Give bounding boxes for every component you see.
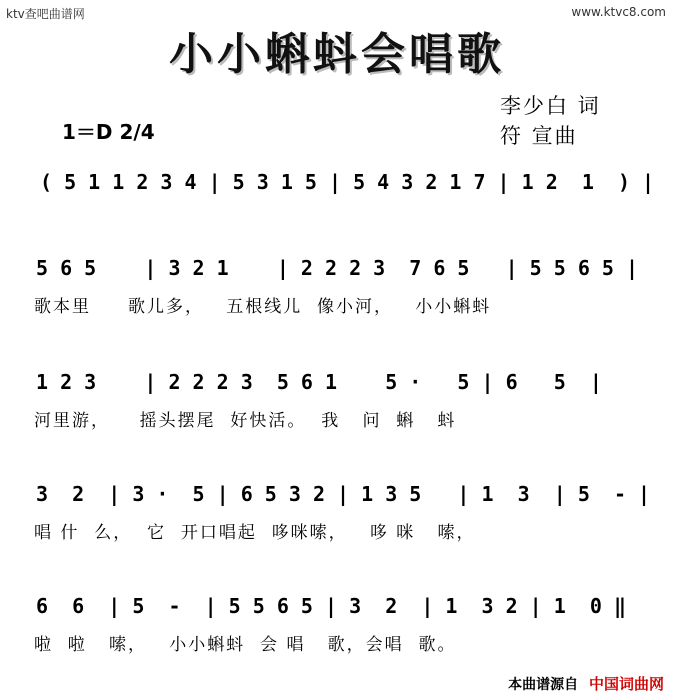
composer-credit: 符 宣曲: [500, 124, 578, 148]
lyrics: 歌本里 歌儿多， 五根线儿 像小河， 小小蝌蚪: [34, 297, 492, 317]
song-title: 小小蝌蚪会唱歌: [169, 29, 505, 80]
lyricist-credit: 李少白 词: [500, 94, 601, 118]
score-line-2: [0, 256, 674, 316]
watermark-right: www.ktvc8.com: [571, 5, 666, 19]
footer-site[interactable]: 中国词曲网: [588, 675, 664, 693]
key-signature: 1＝D 2/4: [62, 120, 155, 144]
notation: 5 6 5 | 3 2 1 | 2 2 2 3 7 6 5 | 5 5 6 5 |: [36, 256, 639, 280]
score-line-4: [0, 482, 674, 542]
footer-source: 本曲谱源自: [508, 677, 579, 693]
source-footer: [508, 673, 664, 694]
score-line-5: [0, 594, 674, 654]
lyrics: 河里游， 摇头摆尾 好快活。 我 问 蝌 蚪: [34, 411, 457, 431]
watermark-left: ktv查吧曲谱网: [6, 7, 85, 21]
notation: ( 5 1 1 2 3 4 | 5 3 1 5 | 5 4 3 2 1 7 | 1 2 1 ) |: [40, 170, 655, 194]
score-line-3: [0, 370, 674, 430]
notation: 1 2 3 | 2 2 2 3 5 6 1 5 · 5 | 6 5 |: [36, 370, 602, 394]
notation: 3 2 | 3 · 5 | 6 5 3 2 | 1 3 5 | 1 3 | 5 - |: [36, 482, 651, 506]
lyrics: 唱 什 么， 它 开口唱起 哆咪嗦， 哆 咪 嗦，: [34, 523, 476, 543]
notation: 6 6 | 5 - | 5 5 6 5 | 3 2 | 1 3 2 | 1 0 ‖: [36, 594, 627, 618]
score-line-1: [0, 170, 674, 230]
lyrics: 啦 啦 嗦， 小小蝌蚪 会 唱 歌，会唱 歌。: [34, 635, 457, 655]
